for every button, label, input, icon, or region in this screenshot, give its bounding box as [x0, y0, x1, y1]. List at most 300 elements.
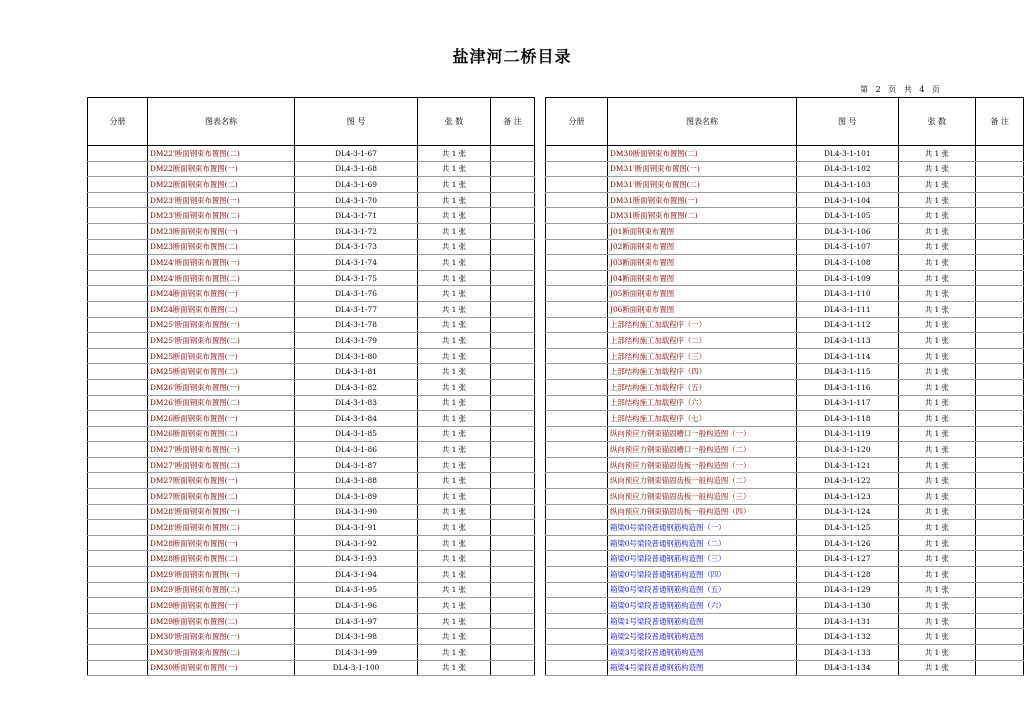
table-row — [88, 551, 535, 567]
volume-cell — [546, 192, 608, 208]
table-row — [88, 457, 535, 473]
volume-cell — [546, 567, 608, 583]
drawing-name-cell: DM23断面钢束布置图(一) — [148, 223, 295, 239]
drawing-number-cell: DL4-3-1-74 — [295, 255, 418, 271]
volume-cell — [88, 177, 148, 193]
drawing-number-cell: DL4-3-1-116 — [796, 379, 898, 395]
drawing-name-cell: 箱梁0号梁段普通钢筋构造图（三） — [608, 551, 797, 567]
sheet-count-cell: 共 1 张 — [898, 489, 976, 505]
drawing-number-cell: DL4-3-1-77 — [295, 301, 418, 317]
drawing-number-cell: DL4-3-1-89 — [295, 489, 418, 505]
drawing-name-cell: 上部结构施工加载程序（四） — [608, 364, 797, 380]
remark-cell — [976, 208, 1024, 224]
volume-cell — [88, 239, 148, 255]
sheet-count-cell: 共 1 张 — [418, 364, 491, 380]
remark-cell — [491, 301, 535, 317]
sheet-count-cell: 共 1 张 — [418, 270, 491, 286]
drawing-number-cell: DL4-3-1-108 — [796, 255, 898, 271]
remark-cell — [491, 457, 535, 473]
volume-cell — [88, 270, 148, 286]
table-row — [88, 208, 535, 224]
drawing-name-cell: 箱梁0号梁段普通钢筋构造图（一） — [608, 520, 797, 536]
table-row — [88, 301, 535, 317]
volume-cell — [88, 286, 148, 302]
drawing-name-cell: 纵向预应力钢束锚固齿板一般构造图（一） — [608, 457, 797, 473]
drawing-name-cell: DM29'断面钢束布置图(一) — [148, 567, 295, 583]
sheet-count-cell: 共 1 张 — [418, 146, 491, 162]
drawing-number-cell: DL4-3-1-125 — [796, 520, 898, 536]
drawing-name-cell: DM24断面钢束布置图(二) — [148, 301, 295, 317]
drawing-number-cell: DL4-3-1-117 — [796, 395, 898, 411]
drawing-number-cell: DL4-3-1-105 — [796, 208, 898, 224]
drawing-name-cell: DM25断面钢束布置图(一) — [148, 348, 295, 364]
remark-cell — [491, 270, 535, 286]
drawing-name-cell: DM28'断面钢束布置图(二) — [148, 520, 295, 536]
remark-cell — [491, 535, 535, 551]
table-row — [546, 286, 1024, 302]
sheet-count-cell: 共 1 张 — [898, 535, 976, 551]
volume-cell — [88, 504, 148, 520]
sheet-count-cell: 共 1 张 — [418, 504, 491, 520]
drawing-name-cell: DM30断面钢束布置图(一) — [148, 660, 295, 676]
remark-cell — [976, 535, 1024, 551]
drawing-number-cell: DL4-3-1-69 — [295, 177, 418, 193]
sheet-count-cell: 共 1 张 — [418, 645, 491, 661]
table-row — [88, 520, 535, 536]
page-title: 盐津河二桥目录 — [452, 47, 572, 66]
sheet-count-cell: 共 1 张 — [418, 255, 491, 271]
table-row — [88, 379, 535, 395]
volume-cell — [88, 442, 148, 458]
remark-cell — [491, 504, 535, 520]
table-row — [88, 473, 535, 489]
table-row — [88, 177, 535, 193]
drawing-number-cell: DL4-3-1-70 — [295, 192, 418, 208]
remark-cell — [491, 317, 535, 333]
sheet-count-cell: 共 1 张 — [418, 395, 491, 411]
volume-cell — [546, 411, 608, 427]
volume-cell — [88, 598, 148, 614]
drawing-number-cell: DL4-3-1-90 — [295, 504, 418, 520]
table-row — [546, 379, 1024, 395]
drawing-number-cell: DL4-3-1-86 — [295, 442, 418, 458]
remark-cell — [976, 660, 1024, 676]
table-row — [546, 333, 1024, 349]
table-row — [88, 660, 535, 676]
sheet-count-cell: 共 1 张 — [898, 473, 976, 489]
sheet-count-cell: 共 1 张 — [898, 333, 976, 349]
volume-cell — [546, 255, 608, 271]
table-row — [88, 395, 535, 411]
table-row — [546, 645, 1024, 661]
drawing-number-cell: DL4-3-1-97 — [295, 613, 418, 629]
sheet-count-cell: 共 1 张 — [418, 660, 491, 676]
volume-cell — [546, 660, 608, 676]
drawing-name-cell: 箱梁1号梁段普通钢筋构造图 — [608, 613, 797, 629]
header-name: 图表名称 — [148, 98, 295, 146]
table-row — [546, 411, 1024, 427]
drawing-name-cell: 上部结构施工加载程序（二） — [608, 333, 797, 349]
volume-cell — [546, 333, 608, 349]
volume-cell — [546, 582, 608, 598]
drawing-number-cell: DL4-3-1-103 — [796, 177, 898, 193]
sheet-count-cell: 共 1 张 — [898, 426, 976, 442]
volume-cell — [546, 629, 608, 645]
drawing-name-cell: 上部结构施工加载程序（六） — [608, 395, 797, 411]
drawing-number-cell: DL4-3-1-81 — [295, 364, 418, 380]
drawing-name-cell: DM31'断面钢束布置图(二) — [608, 177, 797, 193]
drawing-name-cell: DM27断面钢束布置图(二) — [148, 489, 295, 505]
drawing-number-cell: DL4-3-1-88 — [295, 473, 418, 489]
header-count: 张 数 — [898, 98, 976, 146]
sheet-count-cell: 共 1 张 — [898, 301, 976, 317]
sheet-count-cell: 共 1 张 — [418, 567, 491, 583]
drawing-name-cell: DM27断面钢束布置图(一) — [148, 473, 295, 489]
drawing-number-cell: DL4-3-1-131 — [796, 613, 898, 629]
remark-cell — [976, 379, 1024, 395]
sheet-count-cell: 共 1 张 — [418, 473, 491, 489]
remark-cell — [491, 255, 535, 271]
drawing-name-cell: 上部结构施工加载程序（三） — [608, 348, 797, 364]
sheet-count-cell: 共 1 张 — [898, 364, 976, 380]
remark-cell — [976, 146, 1024, 162]
table-row — [546, 660, 1024, 676]
sheet-count-cell: 共 1 张 — [418, 208, 491, 224]
drawing-number-cell: DL4-3-1-102 — [796, 161, 898, 177]
drawing-number-cell: DL4-3-1-114 — [796, 348, 898, 364]
volume-cell — [546, 270, 608, 286]
remark-cell — [976, 317, 1024, 333]
drawing-number-cell: DL4-3-1-73 — [295, 239, 418, 255]
table-row — [88, 348, 535, 364]
remark-cell — [491, 223, 535, 239]
table-row — [546, 348, 1024, 364]
drawing-number-cell: DL4-3-1-71 — [295, 208, 418, 224]
sheet-count-cell: 共 1 张 — [898, 520, 976, 536]
remark-cell — [491, 567, 535, 583]
table-row — [546, 208, 1024, 224]
remark-cell — [491, 161, 535, 177]
header-volume: 分册 — [546, 98, 608, 146]
drawing-name-cell: 箱梁0号梁段普通钢筋构造图（二） — [608, 535, 797, 551]
drawing-number-cell: DL4-3-1-72 — [295, 223, 418, 239]
remark-cell — [491, 489, 535, 505]
drawing-number-cell: DL4-3-1-87 — [295, 457, 418, 473]
table-row — [546, 598, 1024, 614]
volume-cell — [88, 426, 148, 442]
sheet-count-cell: 共 1 张 — [418, 442, 491, 458]
drawing-number-cell: DL4-3-1-119 — [796, 426, 898, 442]
drawing-name-cell: DM30'断面钢束布置图(一) — [148, 629, 295, 645]
volume-cell — [88, 395, 148, 411]
volume-cell — [546, 364, 608, 380]
sheet-count-cell: 共 1 张 — [898, 223, 976, 239]
table-row — [546, 504, 1024, 520]
drawing-name-cell: 纵向预应力钢束锚固齿板一般构造图（二） — [608, 473, 797, 489]
volume-cell — [546, 598, 608, 614]
drawing-number-cell: DL4-3-1-132 — [796, 629, 898, 645]
remark-cell — [491, 192, 535, 208]
remark-cell — [976, 161, 1024, 177]
table-row — [88, 146, 535, 162]
table-row — [88, 426, 535, 442]
header-remark: 备 注 — [976, 98, 1024, 146]
volume-cell — [546, 161, 608, 177]
volume-cell — [88, 364, 148, 380]
sheet-count-cell: 共 1 张 — [898, 457, 976, 473]
header-name: 图表名称 — [608, 98, 797, 146]
drawing-number-cell: DL4-3-1-80 — [295, 348, 418, 364]
volume-cell — [546, 301, 608, 317]
remark-cell — [491, 598, 535, 614]
drawing-number-cell: DL4-3-1-127 — [796, 551, 898, 567]
volume-cell — [88, 660, 148, 676]
sheet-count-cell: 共 1 张 — [898, 598, 976, 614]
volume-cell — [546, 239, 608, 255]
table-row — [546, 161, 1024, 177]
drawing-name-cell: 箱梁0号梁段普通钢筋构造图（六） — [608, 598, 797, 614]
table-row — [546, 192, 1024, 208]
drawing-number-cell: DL4-3-1-112 — [796, 317, 898, 333]
remark-cell — [976, 645, 1024, 661]
table-row — [88, 613, 535, 629]
sheet-count-cell: 共 1 张 — [418, 301, 491, 317]
table-row — [88, 504, 535, 520]
drawing-name-cell: 箱梁0号梁段普通钢筋构造图（五） — [608, 582, 797, 598]
remark-cell — [491, 348, 535, 364]
table-row — [546, 395, 1024, 411]
drawing-name-cell: J02断面钢束布置图 — [608, 239, 797, 255]
remark-cell — [976, 613, 1024, 629]
table-row — [88, 255, 535, 271]
remark-cell — [491, 411, 535, 427]
sheet-count-cell: 共 1 张 — [418, 613, 491, 629]
sheet-count-cell: 共 1 张 — [898, 442, 976, 458]
sheet-count-cell: 共 1 张 — [898, 239, 976, 255]
drawing-number-cell: DL4-3-1-95 — [295, 582, 418, 598]
volume-cell — [88, 333, 148, 349]
sheet-count-cell: 共 1 张 — [898, 411, 976, 427]
table-row — [546, 177, 1024, 193]
remark-cell — [976, 177, 1024, 193]
volume-cell — [546, 146, 608, 162]
remark-cell — [976, 223, 1024, 239]
catalog-table-left — [87, 97, 535, 676]
remark-cell — [976, 255, 1024, 271]
volume-cell — [546, 395, 608, 411]
volume-cell — [546, 473, 608, 489]
drawing-name-cell: DM30断面钢束布置图(二) — [608, 146, 797, 162]
drawing-number-cell: DL4-3-1-124 — [796, 504, 898, 520]
volume-cell — [88, 255, 148, 271]
drawing-number-cell: DL4-3-1-96 — [295, 598, 418, 614]
remark-cell — [491, 426, 535, 442]
remark-cell — [976, 520, 1024, 536]
drawing-name-cell: DM26'断面钢束布置图(一) — [148, 379, 295, 395]
drawing-name-cell: DM25'断面钢束布置图(一) — [148, 317, 295, 333]
table-row — [88, 567, 535, 583]
sheet-count-cell: 共 1 张 — [418, 426, 491, 442]
table-row — [88, 489, 535, 505]
drawing-name-cell: 箱梁2号梁段普通钢筋构造图 — [608, 629, 797, 645]
sheet-count-cell: 共 1 张 — [898, 270, 976, 286]
remark-cell — [491, 473, 535, 489]
drawing-number-cell: DL4-3-1-106 — [796, 223, 898, 239]
remark-cell — [491, 395, 535, 411]
drawing-name-cell: DM26断面钢束布置图(一) — [148, 411, 295, 427]
drawing-name-cell: J06断面钢束布置图 — [608, 301, 797, 317]
drawing-name-cell: DM26'断面钢束布置图(二) — [148, 395, 295, 411]
volume-cell — [88, 348, 148, 364]
volume-cell — [546, 348, 608, 364]
remark-cell — [491, 333, 535, 349]
sheet-count-cell: 共 1 张 — [898, 161, 976, 177]
drawing-name-cell: DM31断面钢束布置图(一) — [608, 192, 797, 208]
drawing-number-cell: DL4-3-1-109 — [796, 270, 898, 286]
remark-cell — [491, 645, 535, 661]
sheet-count-cell: 共 1 张 — [898, 551, 976, 567]
volume-cell — [88, 161, 148, 177]
table-row — [88, 223, 535, 239]
volume-cell — [88, 457, 148, 473]
remark-cell — [976, 333, 1024, 349]
table-row — [88, 645, 535, 661]
sheet-count-cell: 共 1 张 — [898, 348, 976, 364]
drawing-name-cell: DM28断面钢束布置图(一) — [148, 535, 295, 551]
drawing-number-cell: DL4-3-1-133 — [796, 645, 898, 661]
sheet-count-cell: 共 1 张 — [898, 146, 976, 162]
sheet-count-cell: 共 1 张 — [418, 629, 491, 645]
sheet-count-cell: 共 1 张 — [898, 613, 976, 629]
drawing-number-cell: DL4-3-1-123 — [796, 489, 898, 505]
remark-cell — [491, 379, 535, 395]
drawing-number-cell: DL4-3-1-67 — [295, 146, 418, 162]
drawing-name-cell: DM29'断面钢束布置图(二) — [148, 582, 295, 598]
sheet-count-cell: 共 1 张 — [418, 223, 491, 239]
drawing-name-cell: 纵向预应力钢束锚固齿板一般构造图（三） — [608, 489, 797, 505]
catalog-table-right — [545, 97, 1024, 676]
drawing-name-cell: DM22断面钢束布置图(一) — [148, 161, 295, 177]
header-number: 图 号 — [796, 98, 898, 146]
table-row — [88, 161, 535, 177]
sheet-count-cell: 共 1 张 — [418, 489, 491, 505]
volume-cell — [546, 223, 608, 239]
drawing-name-cell: DM28'断面钢束布置图(一) — [148, 504, 295, 520]
volume-cell — [88, 613, 148, 629]
sheet-count-cell: 共 1 张 — [898, 629, 976, 645]
remark-cell — [976, 301, 1024, 317]
remark-cell — [976, 270, 1024, 286]
sheet-count-cell: 共 1 张 — [898, 645, 976, 661]
table-row — [546, 567, 1024, 583]
drawing-number-cell: DL4-3-1-76 — [295, 286, 418, 302]
remark-cell — [491, 208, 535, 224]
remark-cell — [976, 286, 1024, 302]
sheet-count-cell: 共 1 张 — [898, 379, 976, 395]
sheet-count-cell: 共 1 张 — [418, 582, 491, 598]
sheet-count-cell: 共 1 张 — [898, 317, 976, 333]
volume-cell — [546, 504, 608, 520]
table-row — [546, 255, 1024, 271]
volume-cell — [88, 489, 148, 505]
sheet-count-cell: 共 1 张 — [898, 192, 976, 208]
sheet-count-cell: 共 1 张 — [418, 348, 491, 364]
drawing-name-cell: J03断面钢束布置图 — [608, 255, 797, 271]
drawing-number-cell: DL4-3-1-85 — [295, 426, 418, 442]
remark-cell — [491, 239, 535, 255]
sheet-count-cell: 共 1 张 — [898, 582, 976, 598]
sheet-count-cell: 共 1 张 — [418, 239, 491, 255]
volume-cell — [546, 613, 608, 629]
drawing-number-cell: DL4-3-1-101 — [796, 146, 898, 162]
sheet-count-cell: 共 1 张 — [898, 208, 976, 224]
sheet-count-cell: 共 1 张 — [418, 286, 491, 302]
table-row — [88, 270, 535, 286]
drawing-name-cell: J05断面钢束布置图 — [608, 286, 797, 302]
drawing-number-cell: DL4-3-1-78 — [295, 317, 418, 333]
drawing-name-cell: J04断面钢束布置图 — [608, 270, 797, 286]
volume-cell — [88, 411, 148, 427]
drawing-name-cell: DM29断面钢束布置图(一) — [148, 598, 295, 614]
drawing-name-cell: DM31'断面钢束布置图(一) — [608, 161, 797, 177]
volume-cell — [546, 317, 608, 333]
drawing-number-cell: DL4-3-1-121 — [796, 457, 898, 473]
volume-cell — [546, 286, 608, 302]
drawing-name-cell: J01断面钢束布置图 — [608, 223, 797, 239]
remark-cell — [491, 660, 535, 676]
volume-cell — [88, 223, 148, 239]
volume-cell — [546, 551, 608, 567]
table-row — [546, 426, 1024, 442]
volume-cell — [88, 192, 148, 208]
drawing-name-cell: DM24断面钢束布置图(一) — [148, 286, 295, 302]
volume-cell — [88, 582, 148, 598]
drawing-number-cell: DL4-3-1-118 — [796, 411, 898, 427]
remark-cell — [491, 582, 535, 598]
table-row — [88, 629, 535, 645]
remark-cell — [491, 551, 535, 567]
sheet-count-cell: 共 1 张 — [418, 333, 491, 349]
volume-cell — [546, 177, 608, 193]
remark-cell — [491, 442, 535, 458]
volume-cell — [88, 629, 148, 645]
drawing-number-cell: DL4-3-1-122 — [796, 473, 898, 489]
remark-cell — [976, 364, 1024, 380]
sheet-count-cell: 共 1 张 — [418, 520, 491, 536]
drawing-name-cell: 纵向预应力钢束锚固齿板一般构造图（四） — [608, 504, 797, 520]
table-row — [546, 629, 1024, 645]
sheet-count-cell: 共 1 张 — [898, 395, 976, 411]
drawing-number-cell: DL4-3-1-111 — [796, 301, 898, 317]
volume-cell — [88, 520, 148, 536]
drawing-name-cell: 纵向预应力钢束锚固槽口一般构造图（一） — [608, 426, 797, 442]
remark-cell — [976, 582, 1024, 598]
drawing-name-cell: DM23'断面钢束布置图(二) — [148, 208, 295, 224]
remark-cell — [491, 177, 535, 193]
remark-cell — [491, 613, 535, 629]
remark-cell — [976, 348, 1024, 364]
volume-cell — [546, 457, 608, 473]
drawing-name-cell: DM24'断面钢束布置图(二) — [148, 270, 295, 286]
sheet-count-cell: 共 1 张 — [418, 177, 491, 193]
table-row — [546, 270, 1024, 286]
remark-cell — [976, 598, 1024, 614]
drawing-name-cell: 箱梁0号梁段普通钢筋构造图（四） — [608, 567, 797, 583]
drawing-number-cell: DL4-3-1-92 — [295, 535, 418, 551]
drawing-number-cell: DL4-3-1-82 — [295, 379, 418, 395]
remark-cell — [491, 364, 535, 380]
drawing-number-cell: DL4-3-1-134 — [796, 660, 898, 676]
